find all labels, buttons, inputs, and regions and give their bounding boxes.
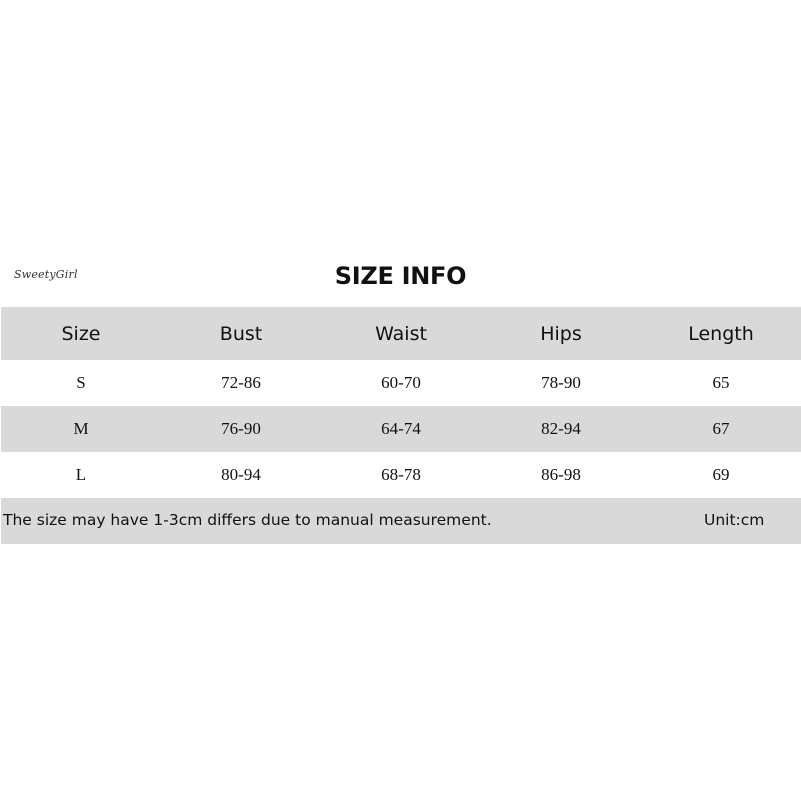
brand-logo: SweetyGirl bbox=[14, 268, 78, 281]
measurement-note: The size may have 1-3cm differs due to manual measurement. bbox=[3, 511, 492, 529]
table-row bbox=[1, 360, 801, 406]
size-cell: S bbox=[76, 373, 86, 392]
table-header-row bbox=[1, 307, 801, 360]
column-header-size: Size bbox=[61, 322, 101, 345]
length-cell: 69 bbox=[712, 465, 730, 484]
bust-cell: 76-90 bbox=[221, 419, 261, 438]
column-header-hips: Hips bbox=[540, 322, 582, 345]
bust-cell: 80-94 bbox=[221, 465, 261, 484]
column-header-waist: Waist bbox=[375, 322, 427, 345]
table-row bbox=[1, 406, 801, 452]
hips-cell: 86-98 bbox=[541, 465, 581, 484]
unit-label: Unit:cm bbox=[704, 511, 765, 529]
bust-cell: 72-86 bbox=[221, 373, 261, 392]
size-cell: M bbox=[73, 419, 89, 438]
hips-cell: 82-94 bbox=[541, 419, 581, 438]
footer-note-row bbox=[1, 498, 801, 544]
length-cell: 67 bbox=[712, 419, 730, 438]
waist-cell: 60-70 bbox=[381, 373, 421, 392]
waist-cell: 68-78 bbox=[381, 465, 421, 484]
column-header-length: Length bbox=[688, 322, 754, 345]
hips-cell: 78-90 bbox=[541, 373, 581, 392]
column-header-bust: Bust bbox=[219, 322, 263, 345]
table-row bbox=[1, 452, 801, 498]
size-table bbox=[1, 307, 801, 544]
page-title: SIZE INFO bbox=[334, 262, 467, 290]
size-cell: L bbox=[75, 465, 87, 484]
length-cell: 65 bbox=[712, 373, 730, 392]
waist-cell: 64-74 bbox=[381, 419, 421, 438]
